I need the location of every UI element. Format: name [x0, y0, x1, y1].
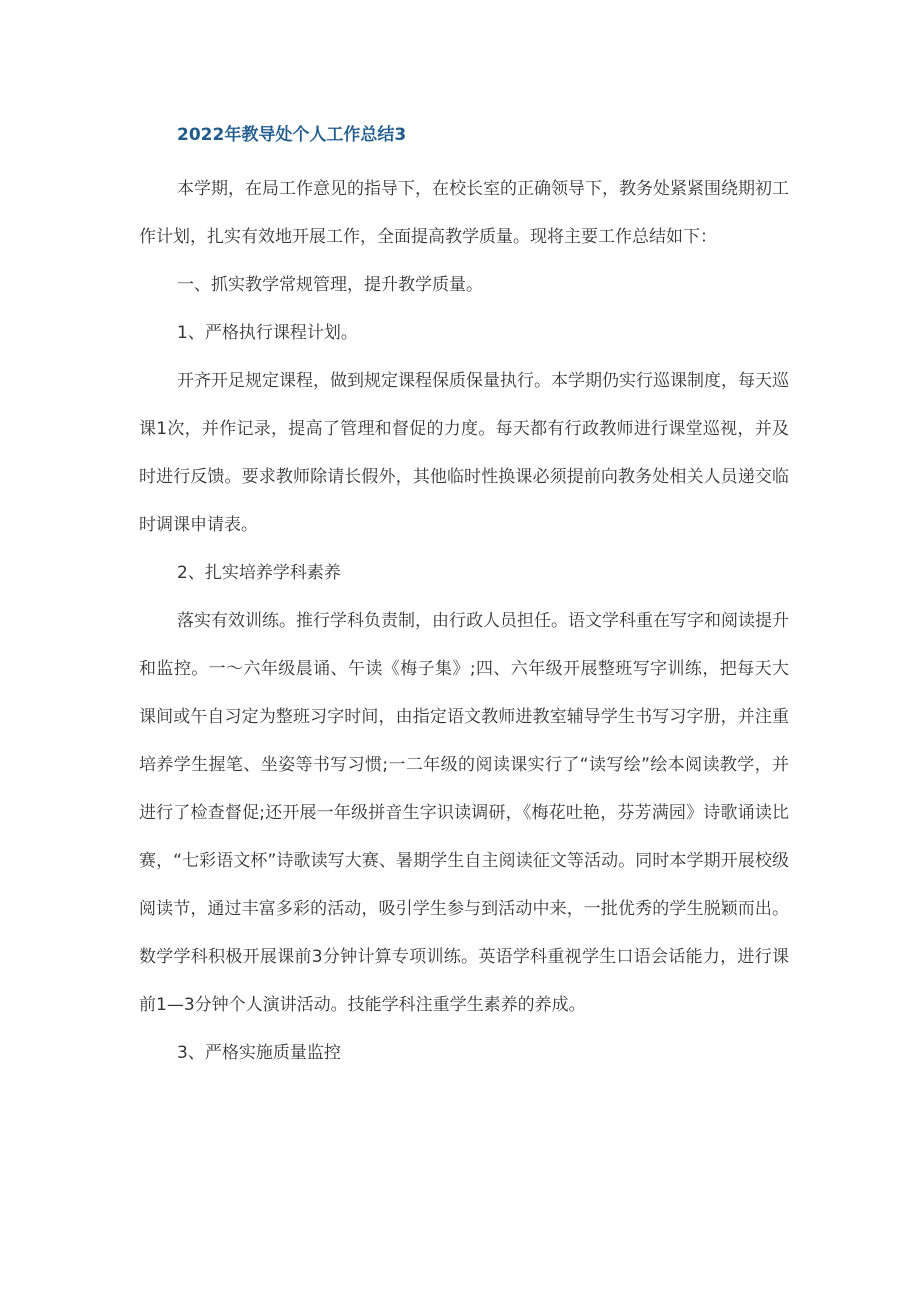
subsection-heading-3: 3、严格实施质量监控: [177, 1043, 341, 1063]
intro-paragraph: 本学期，在局工作意见的指导下，在校长室的正确领导下，教务处紧紧围绕期初工作计划，扎实有效地开展工作，全面提高教学质量。现将主要工作总结如下：: [139, 179, 789, 247]
section-heading-1: 一、抓实教学常规管理，提升教学质量。: [177, 275, 483, 295]
subject-literacy-paragraph: 落实有效训练。推行学科负责制，由行政人员担任。语文学科重在写字和阅读提升和监控。一～六年级晨诵、午读《梅子集》;四、六年级开展整班写字训练，把每天大课间或午自习定为整班习字时间，由指定语文教师进教室辅导学生书写习字册，并注重培养学生握笔、坐姿等书写习惯;一二年级的阅读课实行了“读写绘”绘本阅读教学，并进行了检查督促;还开展一年级拼音生字识读调研，《梅花吐艳，芬芳满园》诗歌诵读比赛，“七彩语文杯”诗歌读写大赛、暑期学生自主阅读征文等活动。同时本学期开展校级阅读节，通过丰富多彩的活动，吸引学生参与到活动中来，一批优秀的学生脱颖而出。数学学科积极开展课前3分钟计算专项训练。英语学科重视学生口语会话能力，进行课前1—3分钟个人演讲活动。技能学科注重学生素养的养成。: [139, 611, 789, 1015]
document-body: [139, 117, 789, 1077]
course-plan-paragraph: 开齐开足规定课程，做到规定课程保质保量执行。本学期仍实行巡课制度，每天巡课1次，并作记录，提高了管理和督促的力度。每天都有行政教师进行课堂巡视，并及时进行反馈。要求教师除请长假外，其他临时性换课必须提前向教务处相关人员递交临时调课申请表。: [139, 371, 789, 535]
subsection-heading-2: 2、扎实培养学科素养: [177, 563, 341, 583]
subsection-heading-1: 1、严格执行课程计划。: [177, 323, 358, 343]
document-title: 2022年教导处个人工作总结3: [177, 125, 407, 145]
